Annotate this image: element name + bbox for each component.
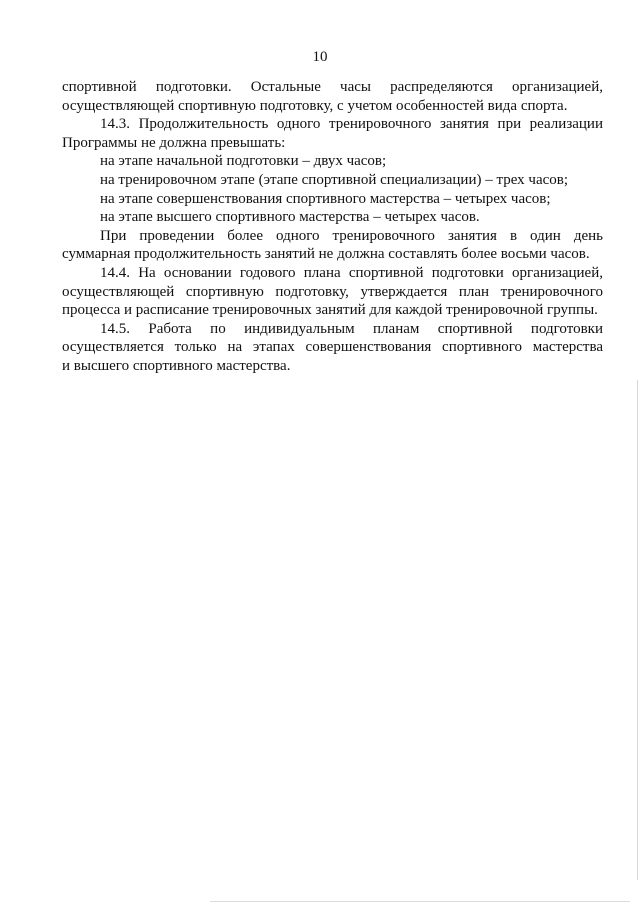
paragraph-14-5-start: 14.5. Работа по индивидуальным планам спортивной подготовки bbox=[100, 320, 603, 337]
text-line: осуществляющей спортивную подготовку, с учетом особенностей вида спорта. bbox=[62, 97, 568, 114]
text-line: процесса и расписание тренировочных занятий для каждой тренировочной группы. bbox=[62, 302, 598, 319]
paragraph-start: При проведении более одного тренировочного занятия в один день bbox=[100, 227, 603, 244]
list-item: на этапе высшего спортивного мастерства – четырех часов. bbox=[100, 209, 480, 226]
text-line: и высшего спортивного мастерства. bbox=[62, 357, 291, 374]
list-item: на этапе начальной подготовки – двух часов; bbox=[100, 153, 387, 170]
scan-edge-line bbox=[637, 380, 638, 880]
paragraph-14-4-start: 14.4. На основании годового плана спортивной подготовки организацией, bbox=[100, 264, 603, 281]
text-line: осуществляется только на этапах совершенствования спортивного мастерства bbox=[62, 339, 603, 356]
text-line: осуществляющей спортивную подготовку, утверждается план тренировочного bbox=[62, 283, 603, 300]
list-item: на тренировочном этапе (этапе спортивной специализации) – трех часов; bbox=[100, 171, 569, 188]
text-line: суммарная продолжительность занятий не должна составлять более восьми часов. bbox=[62, 246, 590, 263]
paragraph-14-3-start: 14.3. Продолжительность одного тренировочного занятия при реализации bbox=[100, 116, 603, 133]
text-line: Программы не должна превышать: bbox=[62, 134, 286, 151]
document-body bbox=[62, 78, 603, 376]
page-number: 10 bbox=[312, 49, 328, 65]
list-item: на этапе совершенствования спортивного мастерства – четырех часов; bbox=[100, 190, 551, 207]
scan-edge-line bbox=[210, 901, 630, 902]
text-line: спортивной подготовки. Остальные часы распределяются организацией, bbox=[62, 79, 603, 95]
